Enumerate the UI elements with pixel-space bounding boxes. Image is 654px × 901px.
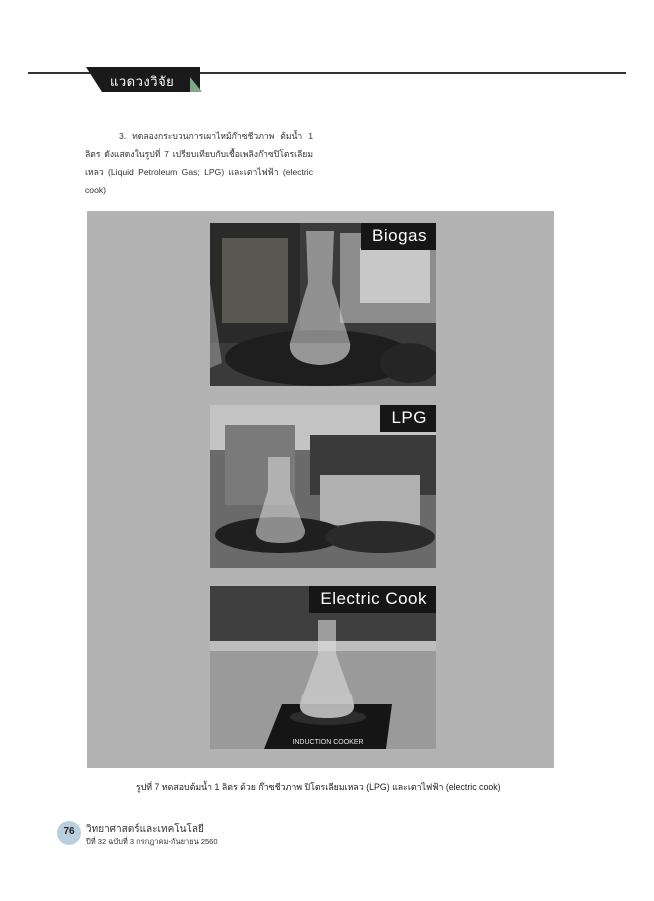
- induction-cooker-text: INDUCTION COOKER: [292, 739, 364, 746]
- photo-label-biogas: Biogas: [361, 223, 436, 250]
- photo-lpg: [210, 405, 436, 568]
- intro-text: 3. ทดลองกระบวนการเผาไหม้ก๊าซชีวภาพ ต้มน้ำ 1 ลิตร ดังแสดงในรูปที่ 7 เปรียบเทียบกับเชื้อเพลิงก๊าซปิโตรเลียมเหลว (Liquid Petroleum Gas; LPG) และเตาไฟฟ้า (electric cook): [85, 131, 313, 195]
- page-number: 76: [63, 826, 75, 837]
- figure-caption: รูปที่ 7 ทดสอบต้มน้ำ 1 ลิตร ด้วย ก๊าซชีวภาพ ปิโตรเลียมเหลว (LPG) และเตาไฟฟ้า (electric cook): [136, 782, 501, 792]
- photo-biogas: [210, 223, 436, 386]
- magazine-title: วิทยาศาสตร์และเทคโนโลยี: [86, 824, 204, 835]
- section-label: แวดวงวิจัย: [110, 74, 175, 89]
- intro-paragraph: [85, 127, 313, 199]
- photo-electric-cook: [210, 586, 436, 749]
- issue-info: ปีที่ 32 ฉบับที่ 3 กรกฎาคม-กันยายน 2560: [86, 837, 218, 846]
- photo-label-lpg: LPG: [380, 405, 436, 432]
- photo-label-electric-cook: Electric Cook: [309, 586, 436, 613]
